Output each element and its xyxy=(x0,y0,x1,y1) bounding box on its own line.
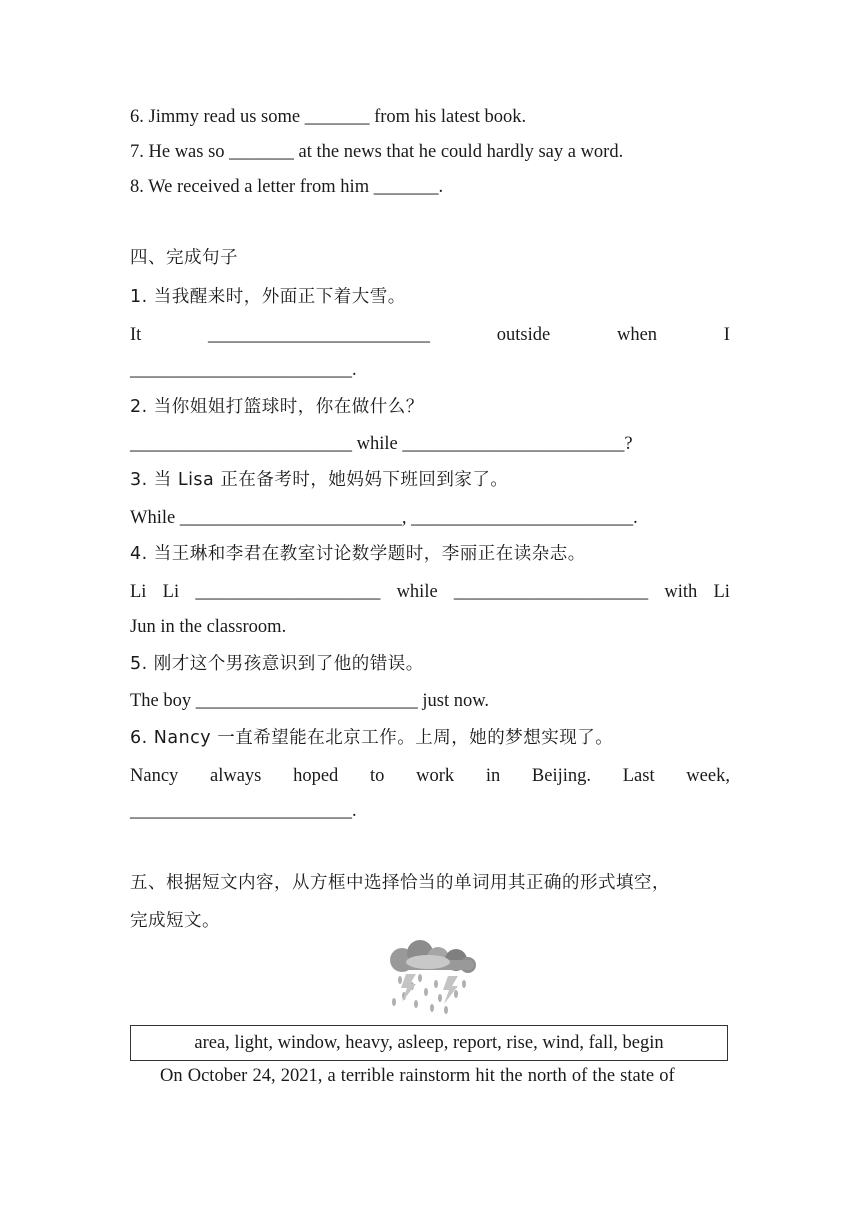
rain-cloud-icon xyxy=(380,940,480,1018)
word: week, xyxy=(686,766,730,786)
answer-line: ________________________. xyxy=(130,801,357,821)
part3-item-6: 6. Jimmy read us some _______ from his latest book. xyxy=(130,107,527,127)
word: outside xyxy=(496,325,551,345)
answer-line xyxy=(130,765,730,787)
section-heading: 完成短文。 xyxy=(130,911,220,931)
word: Li xyxy=(713,582,730,602)
answer-blank: _____________________ xyxy=(453,582,649,602)
question-cn: 1. 当我醒来时，外面正下着大雪。 xyxy=(130,287,406,307)
word: Last xyxy=(622,766,655,786)
word: to xyxy=(370,766,385,786)
word-list: area, light, window, heavy, asleep, report, rise, wind, fall, begin xyxy=(194,1032,664,1053)
word: Li xyxy=(130,582,147,602)
question-cn: 4. 当王琳和李君在教室讨论数学题时，李丽正在读杂志。 xyxy=(130,544,586,564)
answer-line: ________________________. xyxy=(130,360,357,380)
word: Li xyxy=(162,582,180,602)
word: always xyxy=(210,766,262,786)
answer-line: The boy ________________________ just now. xyxy=(130,691,490,711)
word: when xyxy=(616,325,658,345)
question-cn: 6. Nancy 一直希望能在北京工作。上周，她的梦想实现了。 xyxy=(130,728,614,748)
word: with xyxy=(664,582,698,602)
word: work xyxy=(416,766,455,786)
answer-blank: ________________________ xyxy=(208,325,431,345)
answer-line: While ________________________, ________________________. xyxy=(130,508,638,528)
word: hoped xyxy=(293,766,339,786)
section-heading: 四、完成句子 xyxy=(130,248,238,268)
section-heading: 五、根据短文内容，从方框中选择恰当的单词用其正确的形式填空， xyxy=(130,873,670,893)
word: It xyxy=(130,325,142,345)
word: Beijing. xyxy=(531,766,592,786)
word-box xyxy=(130,1025,728,1061)
answer-line xyxy=(130,324,730,346)
part3-item-8: 8. We received a letter from him _______. xyxy=(130,177,444,197)
answer-blank: ____________________ xyxy=(195,582,381,602)
word: I xyxy=(723,325,730,345)
answer-line: Jun in the classroom. xyxy=(130,617,287,637)
answer-line: ________________________ while ________________________? xyxy=(130,434,633,454)
answer-line xyxy=(130,581,730,603)
part3-item-7: 7. He was so _______ at the news that he could hardly say a word. xyxy=(130,142,624,162)
word: while xyxy=(396,582,438,602)
question-cn: 3. 当 Lisa 正在备考时，她妈妈下班回到家了。 xyxy=(130,470,509,490)
word: in xyxy=(485,766,501,786)
passage-text: On October 24, 2021, a terrible rainstorm hit the north of the state of xyxy=(160,1066,675,1086)
question-cn: 2. 当你姐姐打篮球时，你在做什么？ xyxy=(130,397,424,417)
question-cn: 5. 刚才这个男孩意识到了他的错误。 xyxy=(130,654,424,674)
word: Nancy xyxy=(130,766,179,786)
